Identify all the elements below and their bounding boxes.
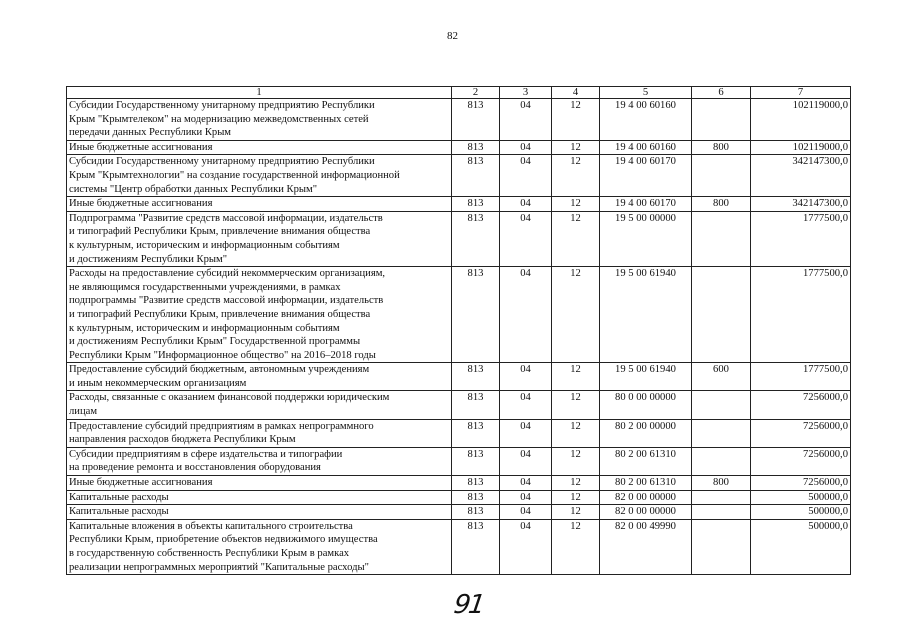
amount: 342147300,0 [751, 155, 851, 197]
description-line: на проведение ремонта и восстановления оборудования [69, 462, 321, 474]
description-line: Предоставление субсидий предприятиям в рамках непрограммного [69, 420, 374, 432]
subsection-code: 12 [552, 197, 600, 212]
row-description [67, 447, 452, 475]
subsection-code: 12 [552, 519, 600, 574]
description-line: Расходы на предоставление субсидий некоммерческим организациям, [69, 268, 386, 280]
target-article-code: 80 2 00 61310 [600, 476, 692, 491]
description-line: и типографий Республики Крым, привлечение внимания общества [69, 226, 371, 238]
table-row [67, 490, 851, 505]
table-row [67, 99, 851, 141]
section-code: 04 [500, 490, 552, 505]
ministry-code: 813 [452, 490, 500, 505]
ministry-code: 813 [452, 363, 500, 391]
ministry-code: 813 [452, 419, 500, 447]
subsection-code: 12 [552, 391, 600, 419]
handwritten-page-mark: 91 [451, 590, 486, 620]
expense-type-code: 800 [692, 197, 751, 212]
target-article-code: 19 4 00 60170 [600, 197, 692, 212]
section-code: 04 [500, 155, 552, 197]
target-article-code: 80 2 00 61310 [600, 447, 692, 475]
ministry-code: 813 [452, 99, 500, 141]
description-line: подпрограммы "Развитие средств массовой информации, издательств [69, 295, 384, 307]
column-header-3: 3 [500, 87, 552, 99]
section-code: 04 [500, 197, 552, 212]
subsection-code: 12 [552, 490, 600, 505]
description-line: системы "Центр обработки данных Республики Крым" [69, 183, 318, 195]
description-line: Субсидии Государственному унитарному предприятию Республики [69, 100, 375, 111]
section-code: 04 [500, 363, 552, 391]
table-row [67, 140, 851, 155]
section-code: 04 [500, 99, 552, 141]
amount: 7256000,0 [751, 391, 851, 419]
column-header-6: 6 [692, 87, 751, 99]
section-code: 04 [500, 447, 552, 475]
amount: 7256000,0 [751, 419, 851, 447]
amount: 342147300,0 [751, 197, 851, 212]
amount: 102119000,0 [751, 99, 851, 141]
row-description [67, 140, 452, 155]
amount: 7256000,0 [751, 447, 851, 475]
description-line: Предоставление субсидий бюджетным, автономным учреждениям [69, 364, 370, 376]
description-line: и достижениям Республики Крым" [69, 253, 228, 265]
description-line: Расходы, связанные с оказанием финансовой поддержки юридическим [69, 392, 390, 404]
ministry-code: 813 [452, 447, 500, 475]
ministry-code: 813 [452, 519, 500, 574]
ministry-code: 813 [452, 197, 500, 212]
table-row [67, 363, 851, 391]
subsection-code: 12 [552, 155, 600, 197]
description-line: Иные бюджетные ассигнования [69, 198, 213, 210]
amount: 102119000,0 [751, 140, 851, 155]
target-article-code: 19 5 00 61940 [600, 363, 692, 391]
row-description [67, 476, 452, 491]
expense-type-code [692, 490, 751, 505]
amount: 1777500,0 [751, 267, 851, 363]
row-description [67, 211, 452, 266]
description-line: и достижениям Республики Крым" Государственной программы [69, 336, 361, 348]
description-line: в государственную собственность Республики Крым в рамках [69, 548, 350, 559]
expense-type-code [692, 155, 751, 197]
expense-type-code [692, 519, 751, 574]
row-description [67, 391, 452, 419]
description-line: Субсидии предприятиям в сфере издательства и типографии [69, 448, 343, 460]
subsection-code: 12 [552, 363, 600, 391]
subsection-code: 12 [552, 211, 600, 266]
table-row [67, 419, 851, 447]
description-line: лицам [69, 406, 98, 418]
target-article-code: 80 2 00 00000 [600, 419, 692, 447]
description-line: к культурным, историческим и информационным событиям [69, 239, 340, 251]
target-article-code: 82 0 00 49990 [600, 519, 692, 574]
amount: 500000,0 [751, 519, 851, 574]
target-article-code: 82 0 00 00000 [600, 505, 692, 520]
row-description [67, 363, 452, 391]
description-line: Субсидии Государственному унитарному предприятию Республики [69, 156, 375, 168]
target-article-code: 19 4 00 60160 [600, 140, 692, 155]
table-row [67, 476, 851, 491]
amount: 500000,0 [751, 490, 851, 505]
section-code: 04 [500, 519, 552, 574]
ministry-code: 813 [452, 476, 500, 491]
amount: 1777500,0 [751, 211, 851, 266]
table-body [67, 99, 851, 575]
description-line: направления расходов бюджета Республики Крым [69, 434, 296, 446]
ministry-code: 813 [452, 140, 500, 155]
column-header-1: 1 [67, 87, 452, 99]
subsection-code: 12 [552, 267, 600, 363]
ministry-code: 813 [452, 391, 500, 419]
section-code: 04 [500, 391, 552, 419]
section-code: 04 [500, 476, 552, 491]
expense-type-code [692, 211, 751, 266]
ministry-code: 813 [452, 155, 500, 197]
description-line: передачи данных Республики Крым [69, 127, 232, 139]
ministry-code: 813 [452, 505, 500, 520]
row-description [67, 197, 452, 212]
description-line: Иные бюджетные ассигнования [69, 141, 213, 153]
target-article-code: 19 4 00 60170 [600, 155, 692, 197]
target-article-code: 82 0 00 00000 [600, 490, 692, 505]
expense-type-code [692, 267, 751, 363]
target-article-code: 19 4 00 60160 [600, 99, 692, 141]
description-line: Крым "Крымтехнологии" на создание государственной информационной [69, 169, 400, 181]
description-line: Крым "Крымтелеком" на модернизацию межведомственных сетей [69, 113, 369, 125]
expense-type-code [692, 99, 751, 141]
table-row [67, 505, 851, 520]
section-code: 04 [500, 267, 552, 363]
row-description [67, 490, 452, 505]
column-header-4: 4 [552, 87, 600, 99]
table-row [67, 155, 851, 197]
subsection-code: 12 [552, 140, 600, 155]
subsection-code: 12 [552, 476, 600, 491]
target-article-code: 19 5 00 61940 [600, 267, 692, 363]
table-row [67, 267, 851, 363]
row-description [67, 505, 452, 520]
section-code: 04 [500, 505, 552, 520]
amount: 500000,0 [751, 505, 851, 520]
description-line: Республики Крым "Информационное общество" на 2016–2018 годы [69, 349, 376, 361]
column-header-7: 7 [751, 87, 851, 99]
table-row [67, 211, 851, 266]
page-number: 82 [447, 30, 458, 42]
description-line: и типографий Республики Крым, привлечение внимания общества [69, 308, 371, 320]
section-code: 04 [500, 419, 552, 447]
row-description [67, 419, 452, 447]
column-header-5: 5 [600, 87, 692, 99]
header-row [67, 87, 851, 99]
table-row [67, 197, 851, 212]
amount: 7256000,0 [751, 476, 851, 491]
target-article-code: 80 0 00 00000 [600, 391, 692, 419]
subsection-code: 12 [552, 505, 600, 520]
section-code: 04 [500, 140, 552, 155]
description-line: Капитальные расходы [69, 491, 169, 503]
subsection-code: 12 [552, 447, 600, 475]
subsection-code: 12 [552, 419, 600, 447]
description-line: Иные бюджетные ассигнования [69, 477, 213, 489]
expense-type-code: 800 [692, 476, 751, 491]
ministry-code: 813 [452, 267, 500, 363]
description-line: Республики Крым, приобретение объектов недвижимого имущества [69, 534, 378, 546]
expense-type-code: 600 [692, 363, 751, 391]
expense-type-code [692, 447, 751, 475]
table-row [67, 391, 851, 419]
expense-type-code [692, 505, 751, 520]
row-description [67, 519, 452, 574]
row-description [67, 267, 452, 363]
description-line: реализации непрограммных мероприятий "Капитальные расходы" [69, 561, 369, 573]
description-line: не являющимся государственными учреждениями, в рамках [69, 281, 341, 293]
budget-table [66, 86, 851, 575]
table-row [67, 519, 851, 574]
expense-type-code [692, 419, 751, 447]
description-line: и иным некоммерческим организациям [69, 377, 247, 389]
expense-type-code: 800 [692, 140, 751, 155]
amount: 1777500,0 [751, 363, 851, 391]
description-line: Капитальные вложения в объекты капитального строительства [69, 520, 353, 532]
table-row [67, 447, 851, 475]
section-code: 04 [500, 211, 552, 266]
row-description [67, 155, 452, 197]
subsection-code: 12 [552, 99, 600, 141]
description-line: Капитальные расходы [69, 506, 169, 518]
target-article-code: 19 5 00 00000 [600, 211, 692, 266]
description-line: Подпрограмма "Развитие средств массовой информации, издательств [69, 212, 383, 224]
description-line: к культурным, историческим и информационным событиям [69, 322, 340, 334]
expense-type-code [692, 391, 751, 419]
column-header-2: 2 [452, 87, 500, 99]
ministry-code: 813 [452, 211, 500, 266]
row-description [67, 99, 452, 141]
